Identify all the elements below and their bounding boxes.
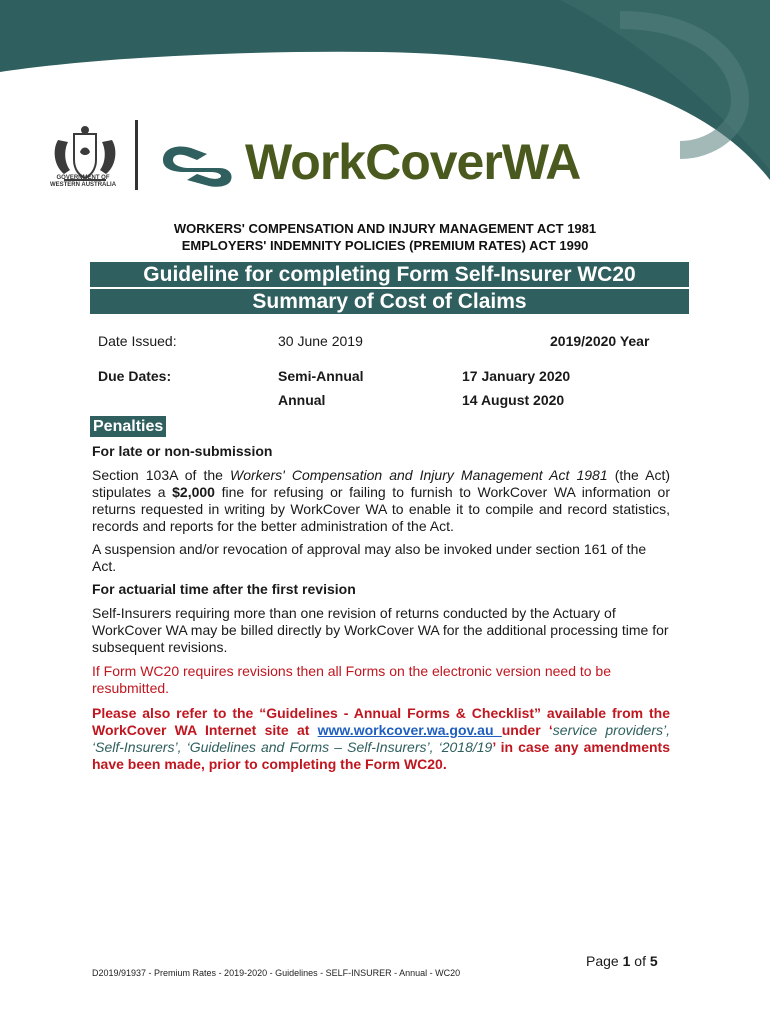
p1-text-a: Section 103A of the bbox=[92, 467, 231, 483]
annual-label: Annual bbox=[278, 392, 326, 408]
penalty-paragraph-5 bbox=[92, 705, 670, 773]
late-submission-heading: For late or non-submission bbox=[92, 443, 273, 459]
p5-text-b: under ‘ bbox=[501, 722, 553, 738]
title-line-1: Guideline for completing Form Self-Insurer WC20 bbox=[90, 262, 689, 287]
workcover-logo-mark-icon bbox=[157, 138, 237, 190]
penalty-paragraph-2: A suspension and/or revocation of approval may also be invoked under section 161 of the Act. bbox=[92, 541, 647, 574]
act-line-1: WORKERS' COMPENSATION AND INJURY MANAGEMENT ACT 1981 bbox=[173, 221, 597, 236]
semi-annual-date: 17 January 2020 bbox=[462, 368, 571, 384]
page-mid: of bbox=[630, 953, 650, 969]
workcover-brand-name: WorkCoverWA bbox=[245, 134, 581, 190]
page-current: 1 bbox=[622, 953, 631, 969]
act-references bbox=[0, 220, 770, 254]
p1-text-b: (the Act) stipulates a bbox=[92, 467, 670, 500]
due-dates-label: Due Dates: bbox=[98, 368, 172, 384]
penalty-paragraph-1 bbox=[92, 467, 670, 535]
financial-year: 2019/2020 Year bbox=[550, 333, 650, 349]
title-line-2: Summary of Cost of Claims bbox=[90, 289, 689, 314]
government-caption-line: GOVERNMENT OF bbox=[56, 175, 110, 181]
date-issued-label: Date Issued: bbox=[98, 333, 177, 349]
document-title bbox=[90, 262, 689, 314]
penalty-paragraph-3: Self-Insurers requiring more than one revision of returns conducted by the Actuary of WorkCover WA may be billed directly by WorkCover WA for the additional processing time for subsequent revisions. bbox=[92, 605, 669, 655]
penalty-paragraph-4: If Form WC20 requires revisions then all Forms on the electronic version need to be resubmitted. bbox=[92, 663, 612, 696]
act-line-2: EMPLOYERS' INDEMNITY POLICIES (PREMIUM RATES) ACT 1990 bbox=[181, 238, 589, 253]
page-number bbox=[586, 953, 658, 969]
fine-amount: $2,000 bbox=[172, 484, 215, 500]
logo-divider bbox=[135, 120, 138, 190]
p5-text-c: ’ in case any amendments have been made, prior to completing the Form WC20. bbox=[92, 739, 671, 772]
workcover-website-link[interactable]: www.workcover.wa.gov.au bbox=[317, 722, 502, 738]
government-caption bbox=[38, 175, 128, 189]
p5-text-a: Please also refer to the “Guidelines - Annual Forms & Checklist” available from the WorkCover WA Internet site at bbox=[92, 705, 670, 738]
website-path: service providers’, ‘Self-Insurers’, ‘Guidelines and Forms – Self-Insurers’, ‘2018/19 bbox=[92, 722, 670, 755]
document-reference: D2019/91937 - Premium Rates - 2019-2020 - Guidelines - SELF-INSURER - Annual - WC20 bbox=[92, 968, 461, 978]
p1-text-c: fine for refusing or failing to furnish to WorkCover WA information or returns requested in writing by WorkCover WA to enable it to compile and record statistics, records and reports for the better administration of the Act. bbox=[92, 484, 670, 534]
act-name: Workers' Compensation and Injury Management Act 1981 bbox=[230, 467, 608, 483]
page-total: 5 bbox=[649, 953, 658, 969]
date-issued-value: 30 June 2019 bbox=[278, 333, 363, 349]
page-prefix: Page bbox=[586, 953, 623, 969]
government-caption-line: WESTERN AUSTRALIA bbox=[49, 182, 117, 188]
penalties-heading: Penalties bbox=[90, 416, 166, 437]
annual-date: 14 August 2020 bbox=[462, 392, 565, 408]
semi-annual-label: Semi-Annual bbox=[278, 368, 364, 384]
actuarial-heading: For actuarial time after the first revision bbox=[92, 581, 356, 597]
